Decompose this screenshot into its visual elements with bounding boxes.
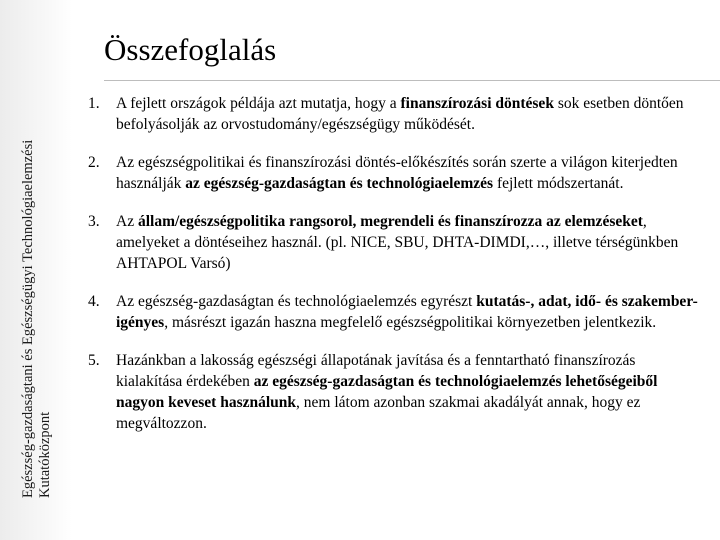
- summary-list: [88, 93, 700, 434]
- text-run-bold: az egészség-gazdaságtan és technológiaelemzés: [185, 175, 494, 192]
- text-run: , nem látom azonban szakmai akadályát annak, hogy ez megváltozzon.: [116, 394, 641, 432]
- text-run-bold: finanszírozási döntések: [400, 95, 554, 112]
- list-item: [88, 93, 700, 135]
- title-area: [104, 0, 720, 81]
- list-item-number: 1.: [88, 95, 100, 112]
- text-run: fejlett módszertanát.: [493, 175, 624, 192]
- list-item-text: [116, 154, 678, 192]
- list-item-number: 2.: [88, 154, 100, 171]
- text-run: Az egészség-gazdaságtan és technológiaelemzés egyrészt: [116, 293, 477, 310]
- list-item-number: 3.: [88, 213, 100, 230]
- sidebar-org-line2: Kutatóközpont: [37, 411, 53, 498]
- list-item-text: [116, 213, 678, 272]
- text-run-bold: az egészség-gazdaságtan és technológiaelemzés lehetőségeiből nagyon keveset használunk: [116, 373, 658, 411]
- sidebar-org-name: [20, 108, 54, 498]
- text-run: A fejlett országok példája azt mutatja, hogy a: [116, 95, 401, 112]
- text-run-bold: állam/egészségpolitika rangsorol, megrendeli és finanszírozza az elemzéseket: [137, 213, 643, 230]
- text-run: sok esetben döntően befolyásolják az orvostudomány/egészségügy működését.: [116, 95, 684, 133]
- text-run: , amelyeket a döntéseihez használ. (pl. NICE, SBU, DHTA-DIMDI,…, illetve térségünkben AHTAPOL Varsó): [116, 213, 679, 272]
- text-run: Hazánkban a lakosság egészségi állapotának javítása és a fenntartható finanszírozás kialakítása érdekében: [116, 352, 636, 390]
- page-title: Összefoglalás: [104, 32, 277, 67]
- text-run-bold: kutatás-, adat, idő- és szakember-igényes: [116, 293, 698, 331]
- text-run: Az: [116, 213, 138, 230]
- list-item-text: [116, 95, 684, 133]
- list-item-text: [116, 352, 657, 432]
- list-item: [88, 211, 700, 274]
- sidebar-org-line1: Egészség-gazdaságtani és Egészségügyi Technológiaelemzési: [20, 139, 36, 498]
- list-item: [88, 152, 700, 194]
- list-item-number: 5.: [88, 352, 100, 369]
- text-run: , másrészt igazán haszna megfelelő egészségpolitikai környezetben jelentkezik.: [164, 314, 657, 331]
- list-item: [88, 291, 700, 333]
- list-item: [88, 350, 700, 434]
- list-item-text: [116, 293, 698, 331]
- list-item-number: 4.: [88, 293, 100, 310]
- text-run: Az egészségpolitikai és finanszírozási döntés-előkészítés során szerte a világon kiterjedten használják: [116, 154, 678, 192]
- sidebar-band: [0, 0, 72, 540]
